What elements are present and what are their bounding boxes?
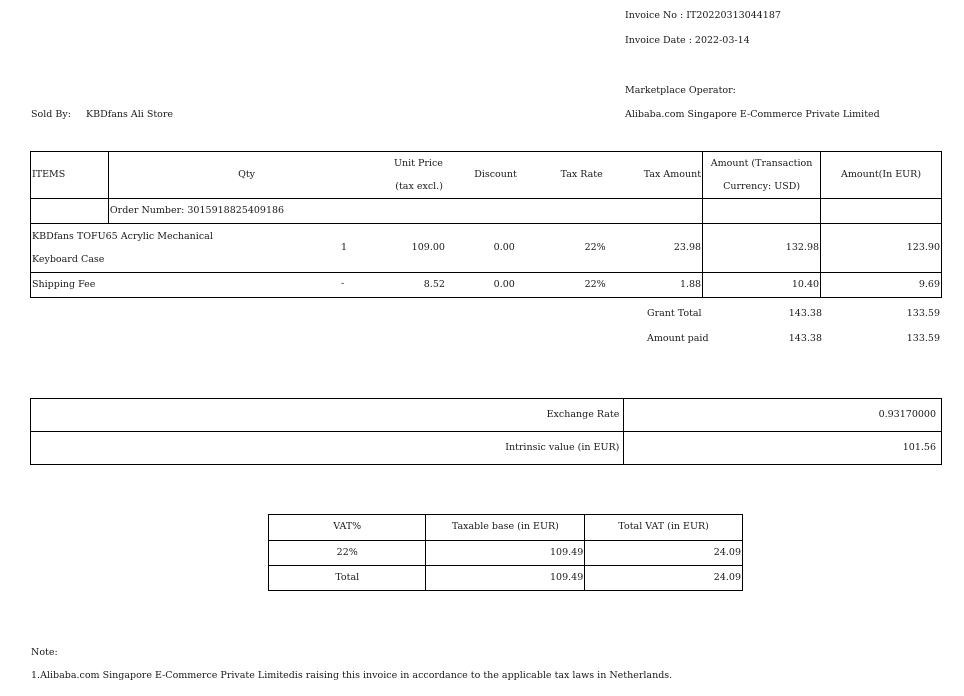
amount-paid-usd: 143.38 bbox=[788, 333, 822, 344]
header-tax-rate: Tax Rate bbox=[527, 152, 607, 199]
header-discount: Discount bbox=[447, 152, 527, 199]
vat-header-rate: VAT% bbox=[269, 515, 426, 541]
vat-taxable-base: 109.49 bbox=[426, 541, 585, 566]
header-tax-amount: Tax Amount bbox=[607, 152, 703, 199]
header-unit-price bbox=[351, 152, 447, 199]
item-amount-usd: 132.98 bbox=[703, 224, 821, 273]
header-amount-usd bbox=[703, 152, 821, 199]
order-number-empty-eur bbox=[821, 199, 942, 224]
grant-total-eur: 133.59 bbox=[906, 308, 940, 319]
note-label: Note: bbox=[31, 647, 58, 658]
header-amount-eur: Amount(In EUR) bbox=[821, 152, 942, 199]
header-items: ITEMS bbox=[31, 152, 109, 199]
shipping-tax-rate: 22% bbox=[527, 273, 607, 298]
item-name-line2: Keyboard Case bbox=[32, 254, 105, 265]
exchange-rate-value: 0.93170000 bbox=[624, 399, 942, 432]
marketplace-operator-label: Marketplace Operator: bbox=[625, 85, 736, 96]
shipping-amount-usd: 10.40 bbox=[703, 273, 821, 298]
table-row bbox=[31, 273, 942, 298]
vat-total: 24.09 bbox=[585, 541, 743, 566]
table-row bbox=[31, 224, 942, 273]
marketplace-operator-name: Alibaba.com Singapore E-Commerce Private Limited bbox=[625, 109, 880, 120]
shipping-amount-eur: 9.69 bbox=[821, 273, 942, 298]
grant-total-usd: 143.38 bbox=[788, 308, 822, 319]
amount-paid-eur: 133.59 bbox=[906, 333, 940, 344]
vat-header-total: Total VAT (in EUR) bbox=[585, 515, 743, 541]
items-table bbox=[30, 151, 942, 298]
shipping-tax-amount: 1.88 bbox=[607, 273, 703, 298]
table-row bbox=[269, 566, 743, 591]
invoice-number: Invoice No : IT20220313044187 bbox=[625, 10, 781, 21]
intrinsic-value-row bbox=[31, 432, 942, 465]
amount-paid-label: Amount paid bbox=[647, 333, 709, 344]
order-number-row bbox=[31, 199, 942, 224]
vat-header-row bbox=[269, 515, 743, 541]
shipping-discount: 0.00 bbox=[447, 273, 527, 298]
shipping-unit-price: 8.52 bbox=[351, 273, 447, 298]
vat-rate: 22% bbox=[269, 541, 426, 566]
item-tax-rate: 22% bbox=[527, 224, 607, 273]
exchange-rate-label: Exchange Rate bbox=[31, 399, 624, 432]
vat-header-base: Taxable base (in EUR) bbox=[426, 515, 585, 541]
sold-by-value: KBDfans Ali Store bbox=[86, 109, 174, 120]
grant-total-label: Grant Total bbox=[647, 308, 702, 319]
vat-total-amount: 24.09 bbox=[585, 566, 743, 591]
invoice-date: Invoice Date : 2022-03-14 bbox=[625, 35, 750, 46]
item-amount-eur: 123.90 bbox=[821, 224, 942, 273]
item-qty: 1 bbox=[341, 242, 348, 253]
vat-table bbox=[268, 514, 743, 591]
vat-total-base: 109.49 bbox=[426, 566, 585, 591]
item-tax-amount: 23.98 bbox=[607, 224, 703, 273]
order-number: Order Number: 3015918825409186 bbox=[108, 199, 702, 224]
table-row bbox=[269, 541, 743, 566]
order-number-empty-usd bbox=[703, 199, 821, 224]
item-discount: 0.00 bbox=[447, 224, 527, 273]
header-unit-price-line2: (tax excl.) bbox=[395, 181, 443, 192]
item-description bbox=[31, 224, 352, 273]
exchange-rate-row bbox=[31, 399, 942, 432]
shipping-description bbox=[31, 273, 352, 298]
intrinsic-value-label: Intrinsic value (in EUR) bbox=[31, 432, 624, 465]
shipping-label: Shipping Fee bbox=[32, 278, 96, 290]
header-amount-usd-line1: Amount (Transaction bbox=[710, 158, 813, 169]
header-qty: Qty bbox=[108, 152, 351, 199]
shipping-qty: - bbox=[341, 278, 345, 289]
header-unit-price-line1: Unit Price bbox=[394, 158, 443, 169]
items-header-row bbox=[31, 152, 942, 199]
exchange-table bbox=[30, 398, 942, 465]
item-unit-price: 109.00 bbox=[351, 224, 447, 273]
header-amount-usd-line2: Currency: USD) bbox=[723, 181, 801, 192]
order-number-spacer bbox=[31, 199, 109, 224]
sold-by-label: Sold By: bbox=[31, 109, 71, 120]
intrinsic-value-value: 101.56 bbox=[624, 432, 942, 465]
note-line-1: 1.Alibaba.com Singapore E-Commerce Private Limitedis raising this invoice in accordance to the applicable tax laws in Netherlands. bbox=[31, 670, 673, 681]
item-name-line1: KBDfans TOFU65 Acrylic Mechanical bbox=[32, 231, 213, 242]
vat-total-label: Total bbox=[269, 566, 426, 591]
